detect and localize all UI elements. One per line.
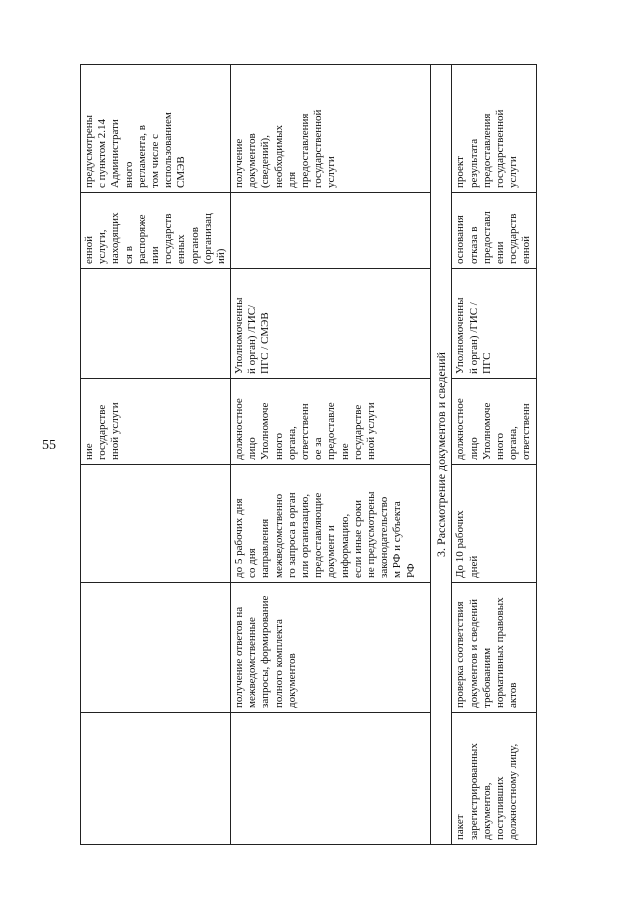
table-cell [81,269,231,379]
section-title: 3. Рассмотрение документов и сведений [431,65,452,845]
table-row [231,65,431,845]
table-cell: До 10 рабочих дней [452,465,536,583]
table-cell: предусмотрены с пунктом 2.14 Администрати вного регламента, в том числе с использованием СМЭВ [81,65,231,193]
table-cell: проверка соответствия документов и сведений требованиям нормативных правовых актов [452,583,536,713]
section-header-row [431,65,452,845]
table-cell: должностное лицо Уполномоче нного органа, ответственн [452,379,536,465]
table-cell: енной услуги, находящих ся в распоряже нии государств енных органов (организац ий) [81,193,231,269]
table-cell [231,713,431,845]
table-cell: Уполномоченны й орган) /ГИС/ ПГС / СМЭВ [231,269,431,379]
table-cell: проект результата предоставления государственной услуги [452,65,536,193]
table-cell: получение документов (сведений), необходимых для предоставления государственной услуги [231,65,431,193]
table-cell: ние государстве нной услуги [81,379,231,465]
table-cell: Уполномоченны й орган) /ГИС / ПГС [452,269,536,379]
table-cell [81,465,231,583]
table-cell: основания отказа в предоставл ении государств енной [452,193,536,269]
table-cell: должностное лицо Уполномоче нного органа, ответственн ое за предоставле ние государстве нной услуги [231,379,431,465]
table-cell [81,713,231,845]
table-row [452,65,536,845]
table-row [81,65,231,845]
rotated-table-page [80,65,540,845]
table-cell [231,193,431,269]
table-cell: получение ответов на межведомственные запросы, формирование полного комплекта документов [231,583,431,713]
procedure-table [80,64,537,845]
page-number: 55 [42,438,56,453]
table-cell: пакет зарегистрированных документов, поступивших должностному лицу, [452,713,536,845]
table-cell [81,583,231,713]
table-cell: до 5 рабочих дня со дня направления межведомственно го запроса в орган или организацию, предоставляющие документ и информацию, если иные сроки не предусмотрены законодательство м РФ и субъекта РФ [231,465,431,583]
